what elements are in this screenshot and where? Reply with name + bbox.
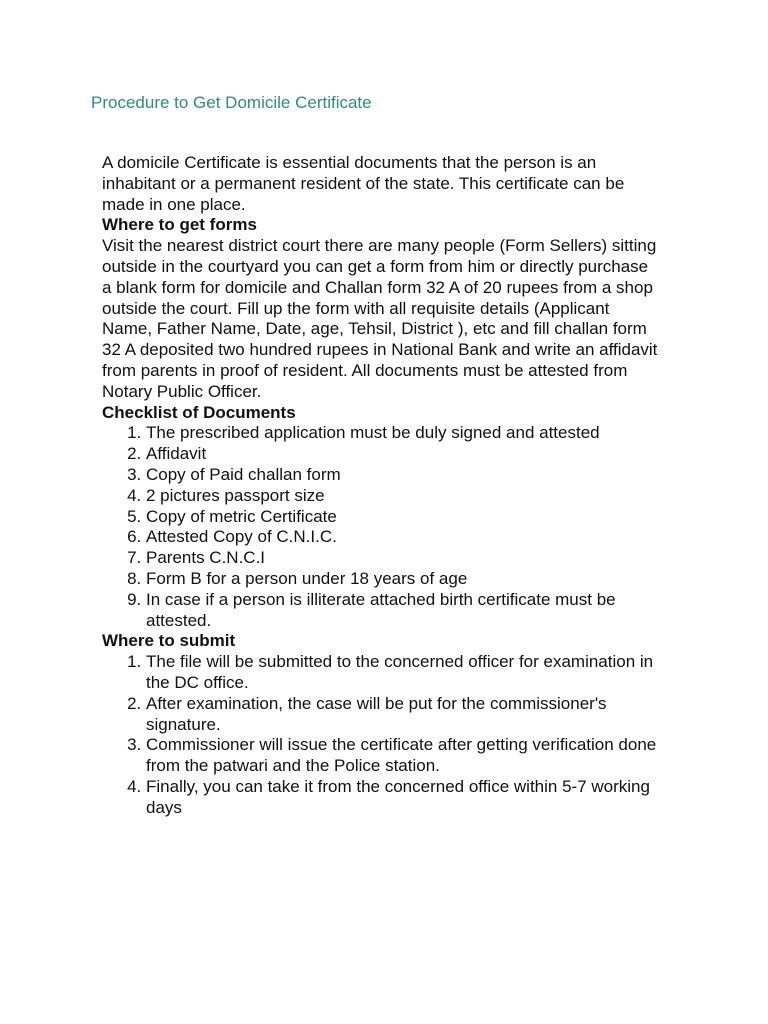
- list-item: 9. In case if a person is illiterate attached birth certificate must be attested.: [146, 590, 662, 632]
- where-to-get-forms-heading: Where to get forms: [102, 215, 257, 235]
- document-body: [102, 153, 662, 819]
- list-item: 2. Affidavit: [146, 444, 662, 465]
- checklist-heading: Checklist of Documents: [102, 402, 296, 422]
- list-item: 2. After examination, the case will be put for the commissioner's signature.: [146, 694, 662, 736]
- list-item: 6. Attested Copy of C.N.I.C.: [146, 527, 662, 548]
- list-item: 5. Copy of metric Certificate: [146, 507, 662, 528]
- list-item: 1. The file will be submitted to the concerned officer for examination in the DC office.: [146, 652, 662, 694]
- page-title: Procedure to Get Domicile Certificate: [91, 93, 372, 112]
- list-item: 7. Parents C.N.C.I: [146, 548, 662, 569]
- intro-paragraph: A domicile Certificate is essential documents that the person is an inhabitant or a permanent resident of the state. This certificate can be made in one place.: [102, 153, 625, 214]
- checklist-list: [102, 423, 662, 631]
- list-item: 3. Commissioner will issue the certificate after getting verification done from the patwari and the Police station.: [146, 735, 662, 777]
- list-item: 1. The prescribed application must be duly signed and attested: [146, 423, 662, 444]
- where-to-submit-heading: Where to submit: [102, 631, 236, 651]
- list-item: 8. Form B for a person under 18 years of age: [146, 569, 662, 590]
- list-item: 4. 2 pictures passport size: [146, 486, 662, 507]
- list-item: 4. Finally, you can take it from the concerned office within 5-7 working days: [146, 777, 662, 819]
- list-item: 3. Copy of Paid challan form: [146, 465, 662, 486]
- submit-steps-list: [102, 652, 662, 818]
- where-to-get-forms-paragraph: Visit the nearest district court there are many people (Form Sellers) sitting outside in the courtyard you can get a form from him or directly purchase a blank form for domicile and Challan form 32 A of 20 rupees from a shop outside the court. Fill up the form with all requisite details (Applicant Name, Father Name, Date, age, Tehsil, District ), etc and fill challan form 32 A deposited two hundred rupees in National Bank and write an affidavit from parents in proof of resident. All documents must be attested from Notary Public Officer.: [102, 236, 658, 401]
